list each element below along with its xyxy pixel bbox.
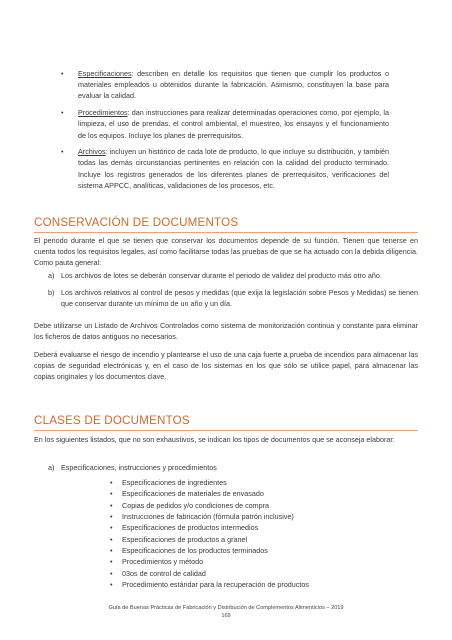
paragraph: En los siguientes listados, que no son exhaustivos, se indican los tipos de documentos que se aconseja elaborar: [34,435,395,444]
item-text: Especificaciones de productos a granel [122,534,248,544]
item-text: Instrucciones de fabricación (fórmula patrón inclusive) [122,512,294,522]
item-label: a) [48,463,55,472]
paragraph: Deberá evaluarse el riesgo de incendio y plantearse el uso de una caja fuerte a prueba de incendios para almacenar las copias de seguridad electrónicas y, en el caso de los sistemas en los que sólo se utilice papel, para almacenar las copias originales y los documentos clave. [34,350,418,382]
item-text: Los archivos relativos al control de pesos y medidas (que exija la legislación sobre Pesos y Medidas) se tienen que conservar durante un mínimo de un año y un día. [61,287,418,308]
item-text: 03os de control de calidad [122,568,206,578]
paragraph: El periodo durante el que se tienen que conservar los documentos depende de su función. Tienen que tenerse en cuenta todos los requisitos legales, así como facilitarse todas las pruebas de que se ha actuado con la debida diligencia. Como pauta general: [34,236,418,268]
section-heading: CLASES DE DOCUMENTOS [34,414,190,427]
list-item [61,146,389,191]
bullet: • [110,534,113,544]
item-text: Especificaciones de los productos terminados [122,546,268,556]
paragraph: Debe utilizarse un Listado de Archivos Controlados como sistema de monitorización continua y constante para eliminar los ficheros de datos antiguos no necesarios. [34,321,418,342]
definition: : incluyen un histórico de cada lote de producto, lo que incluye su distribución, y también todas las demás circunstancias pertinentes en relación con la calidad del producto terminado. Incluye los registros generados de los diferentes planes de prerrequisitos, verificaciones del sistema APPCC, analíticas, validaciones de los procesos, etc. [78,147,389,190]
term: Procedimientos [78,108,128,118]
bullet: • [110,523,113,533]
item-text: Los archivos de lotes se deberán conservar durante el periodo de validez del producto más otro año. [61,271,382,280]
item-label: b) [48,287,55,297]
bullet: • [61,108,64,118]
list-item [110,556,410,567]
list-item [34,270,418,281]
bullet: • [110,568,113,578]
section-heading: CONSERVACIÓN DE DOCUMENTOS [34,216,239,229]
list-item [61,107,389,141]
term: Archivos [78,147,106,157]
item-text: Procedimiento estándar para la recuperación de productos [122,580,309,590]
page-footer-title: Guía de Buenas Prácticas de Fabricación y Distribución de Complementos Alimenticios – 2019 [108,605,344,611]
list-item [34,287,418,309]
bullet: • [110,557,113,567]
list-item [110,488,410,499]
item-text: Procedimientos y método [122,557,204,567]
bullet: • [110,478,113,487]
bullet: • [110,580,113,590]
bullet: • [110,512,113,522]
list-item [110,545,410,556]
item-text: Copias de pedidos y/o condiciones de compra [122,500,270,510]
item-text: Especificaciones de productos intermedios [122,523,259,533]
list-item [110,579,410,590]
bullet: • [110,500,113,510]
list-item [110,511,410,522]
list-item [110,568,410,579]
definition: : describen en detalle los requisitos que tienen que cumplir los productos o materiales empleados u obtenidos durante la fabricación. Asimismo, constituyen la base para evaluar la calidad. [78,69,389,101]
retention-list [34,270,418,309]
bullet: • [61,69,64,78]
heading-divider [34,232,418,233]
list-item [61,68,389,102]
bullet: • [110,546,113,556]
document-types-list [34,462,418,473]
term: Especificaciones [78,69,132,78]
list-item [110,522,410,533]
list-item [110,477,410,488]
page-number: 169 [221,613,231,619]
list-item [110,500,410,511]
item-text: Especificaciones de ingredientes [122,478,227,487]
heading-divider [34,430,418,431]
item-label: a) [48,271,55,280]
definitions-list [61,68,389,191]
list-item [34,462,418,473]
bullet: • [61,147,64,157]
document-subtypes-list [110,477,410,590]
item-text: Especificaciones de materiales de envasado [122,489,264,499]
list-item [110,534,410,545]
item-text: Especificaciones, instrucciones y procedimientos [61,463,217,472]
bullet: • [110,489,113,499]
definition: : dan instrucciones para realizar determinadas operaciones como, por ejemplo, la limpieza, el uso de prendas, el control ambiental, el muestreo, los ensayos y el funcionamiento de los equipos. Incluye los planes de prerrequisitos. [78,108,389,140]
